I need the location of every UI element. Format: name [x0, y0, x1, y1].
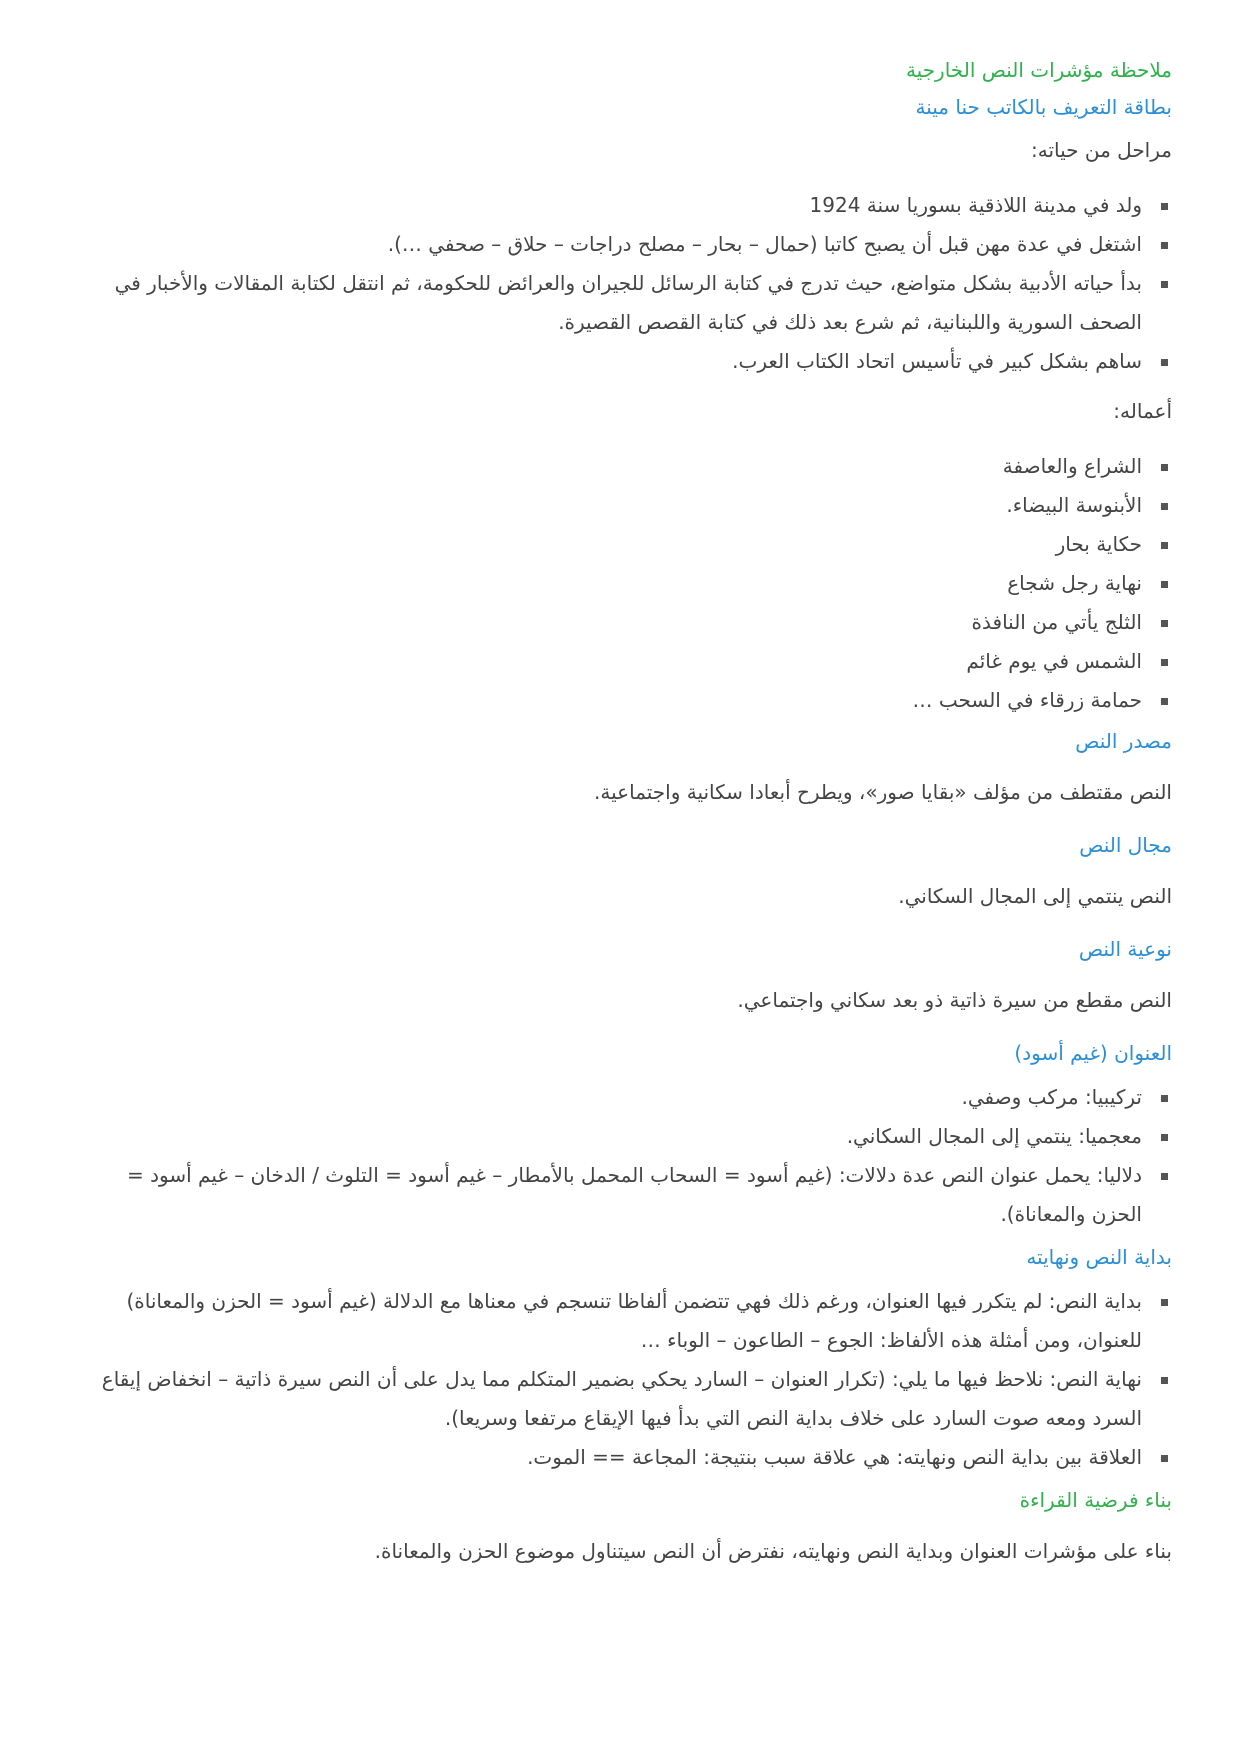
life-stages-list [92, 186, 1172, 381]
list-item: تركيبيا: مركب وصفي. [92, 1078, 1142, 1117]
list-item: الشمس في يوم غائم [92, 642, 1142, 681]
list-item: حكاية بحار [92, 525, 1142, 564]
list-item: الشراع والعاصفة [92, 447, 1142, 486]
start-end-list [92, 1282, 1172, 1477]
hypothesis-text: بناء على مؤشرات العنوان وبداية النص ونهايته، نفترض أن النص سيتناول موضوع الحزن والمعاناة. [374, 1539, 1172, 1563]
list-item: ساهم بشكل كبير في تأسيس اتحاد الكتاب العرب. [92, 342, 1142, 381]
title-section-title: العنوان (غيم أسود) [1014, 1041, 1172, 1065]
source-title: مصدر النص [1075, 729, 1172, 753]
document-page [92, 0, 1172, 1571]
list-item: اشتغل في عدة مهن قبل أن يصبح كاتبا (حمال – بحار – مصلح دراجات – حلاق – صحفي …). [92, 225, 1142, 264]
list-item: العلاقة بين بداية النص ونهايته: هي علاقة سبب بنتيجة: المجاعة == الموت. [92, 1438, 1142, 1477]
list-item: معجميا: ينتمي إلى المجال السكاني. [92, 1117, 1142, 1156]
list-item: ولد في مدينة اللاذقية بسوريا سنة 1924 [92, 186, 1142, 225]
list-item: الثلج يأتي من النافذة [92, 603, 1142, 642]
list-item: الأبنوسة البيضاء. [92, 486, 1142, 525]
life-stages-label: مراحل من حياته: [1031, 138, 1172, 162]
field-title: مجال النص [1079, 833, 1172, 857]
list-item: حمامة زرقاء في السحب … [92, 681, 1142, 720]
author-card-title: بطاقة التعريف بالكاتب حنا مينة [915, 95, 1172, 119]
main-heading: ملاحظة مؤشرات النص الخارجية [905, 58, 1172, 82]
list-item: نهاية رجل شجاع [92, 564, 1142, 603]
source-text: النص مقتطف من مؤلف «بقايا صور»، ويطرح أبعادا سكانية واجتماعية. [594, 780, 1172, 804]
list-item: بداية النص: لم يتكرر فيها العنوان، ورغم ذلك فهي تتضمن ألفاظا تنسجم في معناها مع الدلالة (غيم أسود = الحزن والمعاناة) للعنوان، ومن أمثلة هذه الألفاظ: الجوع – الطاعون – الوباء … [92, 1282, 1142, 1360]
list-item: بدأ حياته الأدبية بشكل متواضع، حيث تدرج في كتابة الرسائل للجيران والعرائض للحكومة، ثم انتقل لكتابة المقالات والأخبار في الصحف السورية واللبنانية، ثم شرع بعد ذلك في كتابة القصص القصيرة. [92, 264, 1142, 342]
list-item: دلاليا: يحمل عنوان النص عدة دلالات: (غيم أسود = السحاب المحمل بالأمطار – غيم أسود = التلوث / الدخان – غيم أسود = الحزن والمعاناة). [92, 1156, 1142, 1234]
hypothesis-title: بناء فرضية القراءة [1019, 1488, 1172, 1512]
field-text: النص ينتمي إلى المجال السكاني. [898, 884, 1172, 908]
type-title: نوعية النص [1078, 937, 1172, 961]
type-text: النص مقطع من سيرة ذاتية ذو بعد سكاني واجتماعي. [737, 988, 1172, 1012]
list-item: نهاية النص: نلاحظ فيها ما يلي: (تكرار العنوان – السارد يحكي بضمير المتكلم مما يدل على أن النص سيرة ذاتية – انخفاض إيقاع السرد ومعه صوت السارد على خلاف بداية النص التي بدأ فيها الإيقاع مرتفعا وسريعا). [92, 1360, 1142, 1438]
start-end-title: بداية النص ونهايته [1026, 1245, 1172, 1269]
title-points-list [92, 1078, 1172, 1234]
works-label: أعماله: [1113, 399, 1172, 423]
works-list [92, 447, 1172, 720]
